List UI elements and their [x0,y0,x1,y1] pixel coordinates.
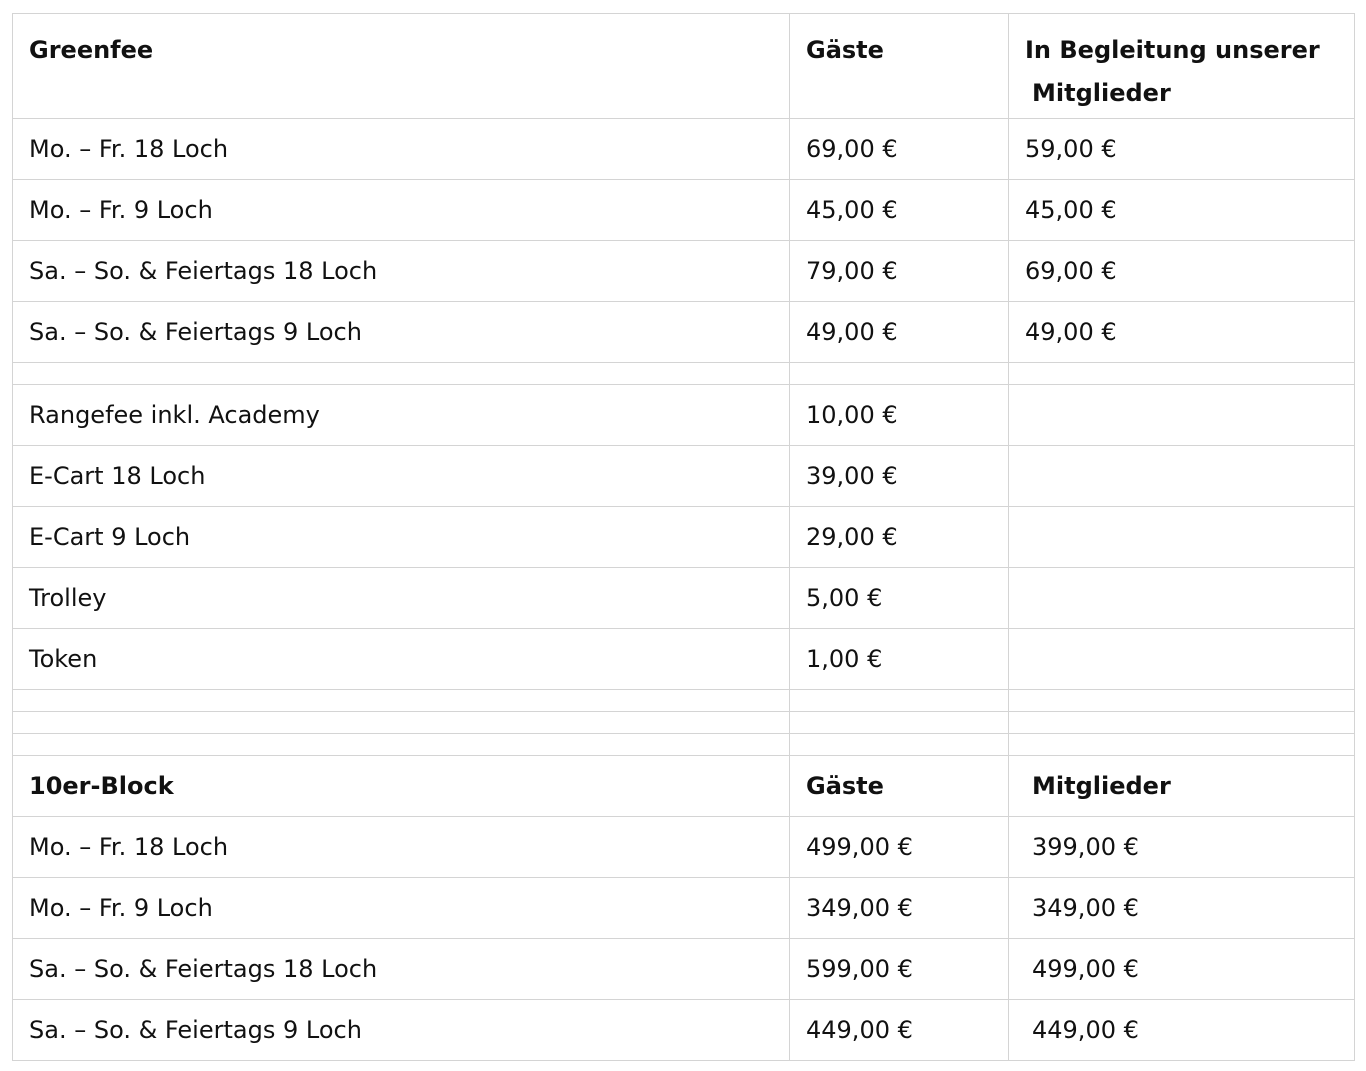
row-label: Sa. – So. & Feiertags 9 Loch [13,1000,790,1061]
table-row [13,507,1355,568]
row-guests-price: 79,00 € [790,241,1009,302]
greenfee-header-label: Greenfee [13,14,790,119]
block-header-members-text: Mitglieder [1032,772,1171,800]
empty-cell [1009,629,1355,690]
row-members-price [1009,817,1355,878]
price-table [12,13,1355,1061]
row-guests-price: 39,00 € [790,446,1009,507]
spacer-cell [13,690,790,712]
row-label: E-Cart 9 Loch [13,507,790,568]
spacer-cell [13,734,790,756]
greenfee-header-row [13,14,1355,119]
row-label: Sa. – So. & Feiertags 18 Loch [13,241,790,302]
row-members-price-text: 349,00 € [1032,894,1139,922]
row-label: E-Cart 18 Loch [13,446,790,507]
spacer-row [13,363,1355,385]
empty-cell [1009,385,1355,446]
row-members-price: 59,00 € [1009,119,1355,180]
row-guests-price: 69,00 € [790,119,1009,180]
spacer-cell [1009,712,1355,734]
table-row [13,180,1355,241]
empty-cell [1009,568,1355,629]
spacer-cell [790,734,1009,756]
row-guests-price: 499,00 € [790,817,1009,878]
row-members-price: 69,00 € [1009,241,1355,302]
block-header-guests: Gäste [790,756,1009,817]
row-members-price [1009,1000,1355,1061]
table-row [13,568,1355,629]
spacer-cell [1009,734,1355,756]
row-guests-price: 349,00 € [790,878,1009,939]
row-guests-price: 1,00 € [790,629,1009,690]
spacer-cell [13,712,790,734]
spacer-row [13,734,1355,756]
spacer-cell [1009,363,1355,385]
row-label: Mo. – Fr. 9 Loch [13,180,790,241]
block-header-row [13,756,1355,817]
row-label: Mo. – Fr. 18 Loch [13,119,790,180]
spacer-cell [790,690,1009,712]
empty-cell [1009,507,1355,568]
row-members-price-text: 399,00 € [1032,833,1139,861]
row-label: Rangefee inkl. Academy [13,385,790,446]
row-members-price-text: 449,00 € [1032,1016,1139,1044]
table-row [13,385,1355,446]
row-guests-price: 449,00 € [790,1000,1009,1061]
block-header-members [1009,756,1355,817]
spacer-cell [790,363,1009,385]
table-row [13,878,1355,939]
table-row [13,1000,1355,1061]
spacer-row [13,690,1355,712]
table-row [13,446,1355,507]
row-members-price [1009,939,1355,1000]
row-guests-price: 599,00 € [790,939,1009,1000]
table-row [13,241,1355,302]
table-row [13,629,1355,690]
table-row [13,817,1355,878]
spacer-cell [13,363,790,385]
spacer-cell [790,712,1009,734]
table-row [13,302,1355,363]
table-row [13,939,1355,1000]
block-header-label: 10er-Block [13,756,790,817]
row-guests-price: 5,00 € [790,568,1009,629]
row-members-price: 45,00 € [1009,180,1355,241]
row-members-price [1009,878,1355,939]
empty-cell [1009,446,1355,507]
row-label: Sa. – So. & Feiertags 18 Loch [13,939,790,1000]
row-guests-price: 29,00 € [790,507,1009,568]
row-label: Token [13,629,790,690]
greenfee-header-members-line1: In Begleitung unserer [1025,36,1320,64]
greenfee-header-members [1009,14,1355,119]
row-guests-price: 10,00 € [790,385,1009,446]
row-label: Trolley [13,568,790,629]
greenfee-header-members-line2: Mitglieder [1032,79,1171,107]
row-guests-price: 49,00 € [790,302,1009,363]
spacer-cell [1009,690,1355,712]
row-label: Mo. – Fr. 9 Loch [13,878,790,939]
row-members-price-text: 499,00 € [1032,955,1139,983]
row-guests-price: 45,00 € [790,180,1009,241]
row-members-price: 49,00 € [1009,302,1355,363]
greenfee-header-guests: Gäste [790,14,1009,119]
row-label: Mo. – Fr. 18 Loch [13,817,790,878]
spacer-row [13,712,1355,734]
table-row [13,119,1355,180]
row-label: Sa. – So. & Feiertags 9 Loch [13,302,790,363]
